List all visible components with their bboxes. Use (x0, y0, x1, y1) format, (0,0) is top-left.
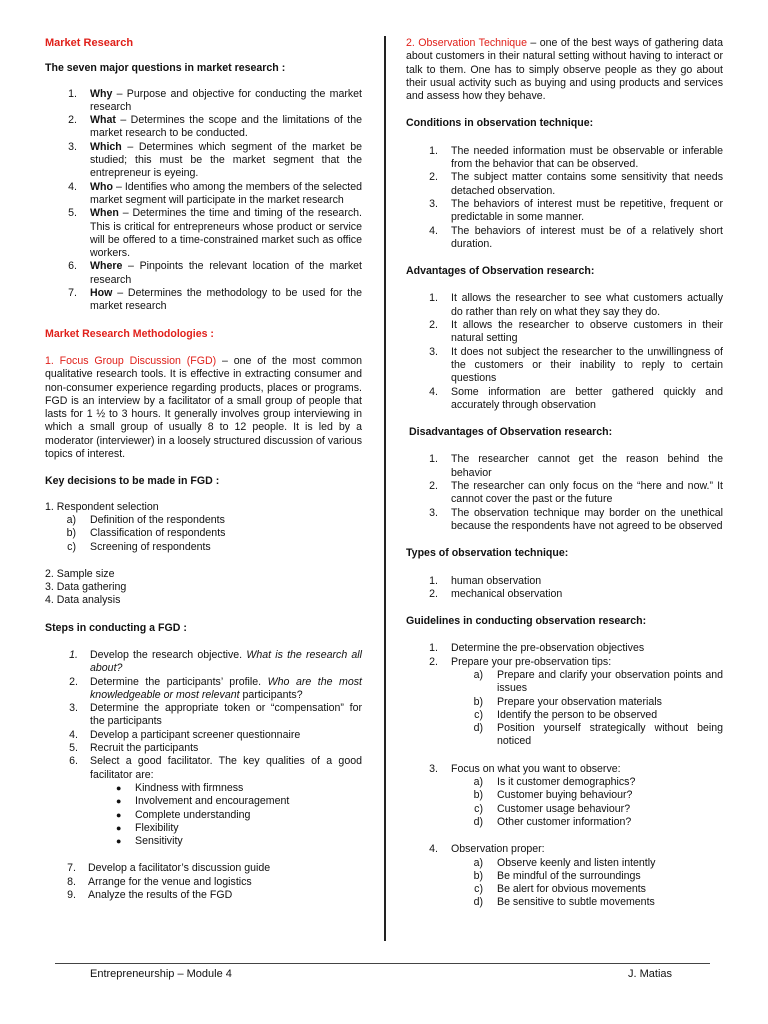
list-item: 4. The behaviors of interest must be of a relatively short duration. (429, 224, 723, 250)
list-item: 2. Prepare your pre-observation tips: (429, 655, 612, 668)
list-item: 2. mechanical observation (429, 587, 563, 600)
list-item: 2. The subject matter contains some sensitivity that needs detached observation. (429, 171, 723, 197)
list-item: ● Complete understanding (116, 808, 251, 821)
list-item: 1. The needed information must be observable or inferable from the behavior that can be observed. (429, 144, 723, 171)
guideline-3-sublist (406, 776, 723, 829)
list-item: b) Classification of respondents (66, 527, 226, 540)
key-decision-sublist (45, 514, 362, 554)
footer-module-label: Entrepreneurship – Module 4 (90, 968, 232, 980)
types-list (406, 575, 723, 602)
list-item: 3. The behaviors of interest must be repetitive, frequent or predictable in some manner. (429, 197, 723, 224)
key-decision-1: 1. Respondent selection (45, 500, 159, 513)
list-item: a) Observe keenly and listen intently (473, 856, 656, 869)
list-item: b) Prepare your observation materials (473, 695, 662, 708)
observation-paragraph: 2. Observation Technique – one of the best ways of gathering data about customers in their natural setting without having to interact or talk to them. One has to simply observe people as they go about their usual activity such as buying and using products and services and assess how they behave. (406, 37, 723, 103)
list-item: 5. Recruit the participants (69, 742, 199, 755)
list-item: 1. human observation (429, 574, 542, 587)
list-item: d) Other customer information? (473, 815, 632, 828)
steps-list (45, 649, 362, 782)
column-divider (384, 36, 386, 941)
list-item: 2. The researcher can only focus on the “here and now.” It cannot cover the past or the future (429, 480, 723, 506)
key-decision-3: 3. Data gathering (45, 581, 127, 594)
list-item: 1. Why – Purpose and objective for conducting the market research (68, 87, 362, 113)
list-item: c) Customer usage behaviour? (474, 802, 631, 815)
list-item: 3. Which – Determines which segment of the market be studied; this must be the market segment that the entrepreneur is eyeing. (68, 140, 362, 180)
list-item: a) Is it customer demographics? (473, 776, 636, 789)
key-decision-4: 4. Data analysis (45, 594, 121, 607)
list-item: 4. Develop a participant screener questionnaire (69, 728, 301, 741)
list-item: 1. Develop the research objective. What is the research all about? (69, 648, 362, 675)
methodologies-heading: Market Research Methodologies : (45, 327, 214, 340)
list-item: 5. When – Determines the time and timing of the research. This is critical for entrepreneurs whose product or service will be offered to a time-constrained market such as office workers. (68, 207, 362, 260)
list-item: ● Involvement and encouragement (116, 795, 290, 808)
list-item: 8. Arrange for the venue and logistics (67, 875, 252, 888)
list-item: 2. What – Determines the scope and the limitations of the market research to be conducted. (68, 114, 362, 140)
list-item: ● Sensitivity (116, 835, 183, 848)
conditions-list (406, 145, 723, 251)
key-decisions-heading: Key decisions to be made in FGD : (45, 475, 220, 488)
list-item: a) Definition of the respondents (66, 513, 225, 526)
guideline-4-sublist (406, 857, 723, 910)
list-item: 3. Determine the appropriate token or “compensation” for the participants (69, 702, 362, 728)
disadvantages-heading: Disadvantages of Observation research: (409, 426, 613, 439)
qualities-list (45, 782, 362, 848)
fgd-paragraph: 1. Focus Group Discussion (FGD) – one of the most common qualitative research tools. It is effective in extracting consumer and non-consumer experience regarding products, places or programs. FGD is an interview by a facilitator of a small group of people that lasts for 1 ½ to 3 hours. It generally involves group interviewing in which a small group of usually 8 to 12 people. It is led by a moderator (interviewer) in a loosely structured discussion of various topics of interest. (45, 354, 362, 461)
list-item: 7. How – Determines the methodology to be used for the market research (68, 287, 362, 313)
list-item: 2. It allows the researcher to observe customers in their natural setting (429, 319, 723, 345)
key-decision-2: 2. Sample size (45, 567, 115, 580)
list-item: 6. Select a good facilitator. The key qualities of a good facilitator are: (69, 755, 362, 781)
list-item: c) Screening of respondents (67, 540, 211, 553)
advantages-list (406, 292, 723, 412)
steps-list-continued (45, 862, 362, 902)
advantages-heading: Advantages of Observation research: (406, 265, 595, 278)
list-item: d) Position yourself strategically without being noticed (473, 722, 723, 748)
list-item: 9. Analyze the results of the FGD (67, 889, 233, 902)
list-item: 4. Some information are better gathered quickly and accurately through observation (429, 385, 723, 411)
list-item: ● Kindness with firmness (116, 781, 244, 794)
footer-rule (55, 963, 710, 964)
list-item: a) Prepare and clarify your observation points and issues (473, 668, 723, 695)
list-item: 1. The researcher cannot get the reason behind the behavior (429, 453, 723, 479)
list-item: ● Flexibility (116, 821, 179, 834)
market-research-title: Market Research (45, 37, 134, 49)
list-item: 4. Who – Identifies who among the members of the selected market segment will participate in the market research (68, 180, 362, 206)
seven-questions-heading: The seven major questions in market research : (45, 62, 286, 75)
list-item: 3. The observation technique may border on the unethical because the respondents have not agreed to be observed (429, 506, 723, 532)
disadvantages-list (406, 453, 723, 533)
list-item: 1. Determine the pre-observation objectives (429, 642, 645, 655)
left-column (45, 37, 362, 902)
conditions-heading: Conditions in observation technique: (406, 117, 594, 130)
guidelines-heading: Guidelines in conducting observation research: (406, 615, 647, 628)
right-column (406, 37, 723, 910)
footer-author: J. Matias (628, 968, 673, 980)
list-item: c) Be alert for obvious movements (474, 883, 646, 896)
types-heading: Types of observation technique: (406, 547, 569, 560)
list-item: c) Identify the person to be observed (474, 708, 658, 721)
list-item: d) Be sensitive to subtle movements (473, 896, 655, 909)
list-item: b) Be mindful of the surroundings (473, 869, 641, 882)
list-item: 3. It does not subject the researcher to the unwillingness of the customers or their inability to reply to certain questions (429, 345, 723, 385)
seven-questions-list (45, 88, 362, 314)
list-item: 7. Develop a facilitator’s discussion guide (67, 862, 271, 875)
list-item: b) Customer buying behaviour? (473, 789, 633, 802)
list-item: 3. Focus on what you want to observe: (429, 762, 621, 775)
list-item: 4. Observation proper: (429, 843, 545, 856)
steps-heading: Steps in conducting a FGD : (45, 621, 187, 634)
list-item: 1. It allows the researcher to see what customers actually do rather than rely on what they say they do. (429, 292, 723, 318)
list-item: 6. Where – Pinpoints the relevant location of the market research (68, 260, 362, 286)
guideline-2-sublist (406, 669, 723, 749)
guidelines-list (406, 642, 723, 909)
list-item: 2. Determine the participants’ profile. Who are the most knowledgeable or most relevant participants? (69, 675, 362, 701)
